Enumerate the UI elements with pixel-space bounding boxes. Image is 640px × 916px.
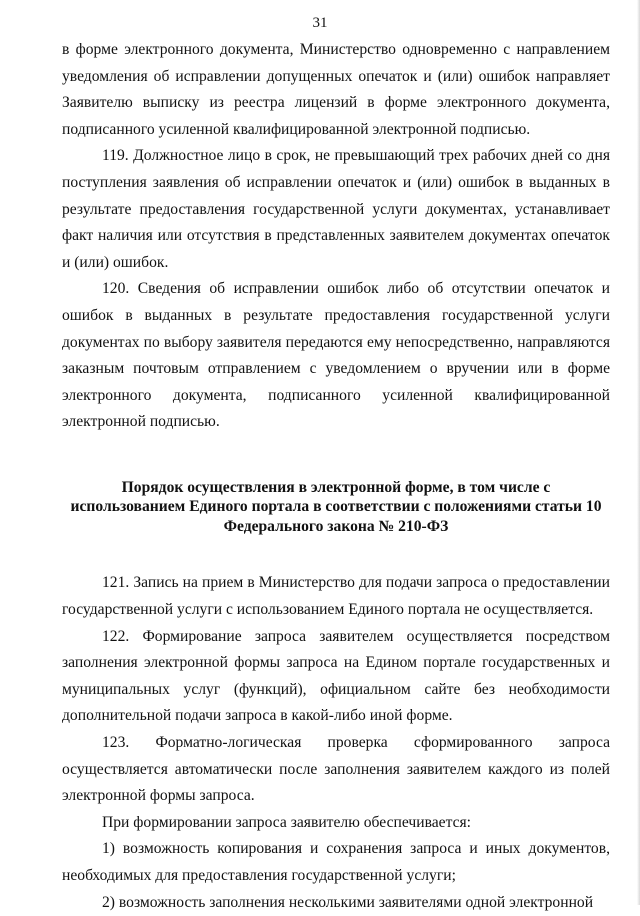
paragraph-119: 119. Должностное лицо в срок, не превышающий трех рабочих дней со дня поступления заявления об исправлении опечаток и (или) ошибок в выданных в результате предоставления государственной услуги документах, устанавливает факт наличия или отсутствия в представленных заявителем документах опечаток и (или) ошибок. (62, 147, 610, 271)
paragraph-123: 123. Форматно-логическая проверка сформированного запроса осуществляется автоматически после заполнения заявителем каждого из полей электронной формы запроса. (62, 733, 610, 805)
section-heading: Порядок осуществления в электронной форме, в том числе с использованием Единого портала в соответствии с положениями статьи 10 Федерального закона № 210-ФЗ (70, 478, 602, 535)
paragraph-122: 122. Формирование запроса заявителем осуществляется посредством заполнения электронной формы запроса на Едином портале государственных и муниципальных услуг (функций), официальном сайте без необходимости дополнительной подачи запроса в какой-либо иной форме. (62, 627, 610, 725)
paragraph-120: 120. Сведения об исправлении ошибок либо об отсутствии опечаток и ошибок в выданных в результате предоставления государственной услуги документах по выбору заявителя передаются ему непосредственно, направляются заказным почтовым отправлением с уведомлением о вручении или в форме электронного документа, подписанного усиленной квалифицированной электронной подписью. (62, 280, 610, 431)
list-item-1: 1) возможность копирования и сохранения запроса и иных документов, необходимых для предоставления государственной услуги; (62, 840, 610, 884)
page-number: 31 (312, 15, 328, 31)
list-item-2: 2) возможность заполнения несколькими заявителями одной электронной (102, 893, 594, 911)
paragraph-121: 121. Запись на прием в Министерство для подачи запроса о предоставлении государственной услуги с использованием Единого портала не осуществляется. (62, 574, 610, 618)
paragraph-provision-intro: При формировании запроса заявителю обеспечивается: (102, 813, 471, 831)
paragraph-continuation: в форме электронного документа, Министерство одновременно с направлением уведомления об исправлении допущенных опечаток и (или) ошибок направляет Заявителю выписку из реестра лицензий в форме электронного документа, подписанного усиленной квалифицированной электронной подписью. (62, 41, 610, 138)
document-body (62, 37, 610, 916)
